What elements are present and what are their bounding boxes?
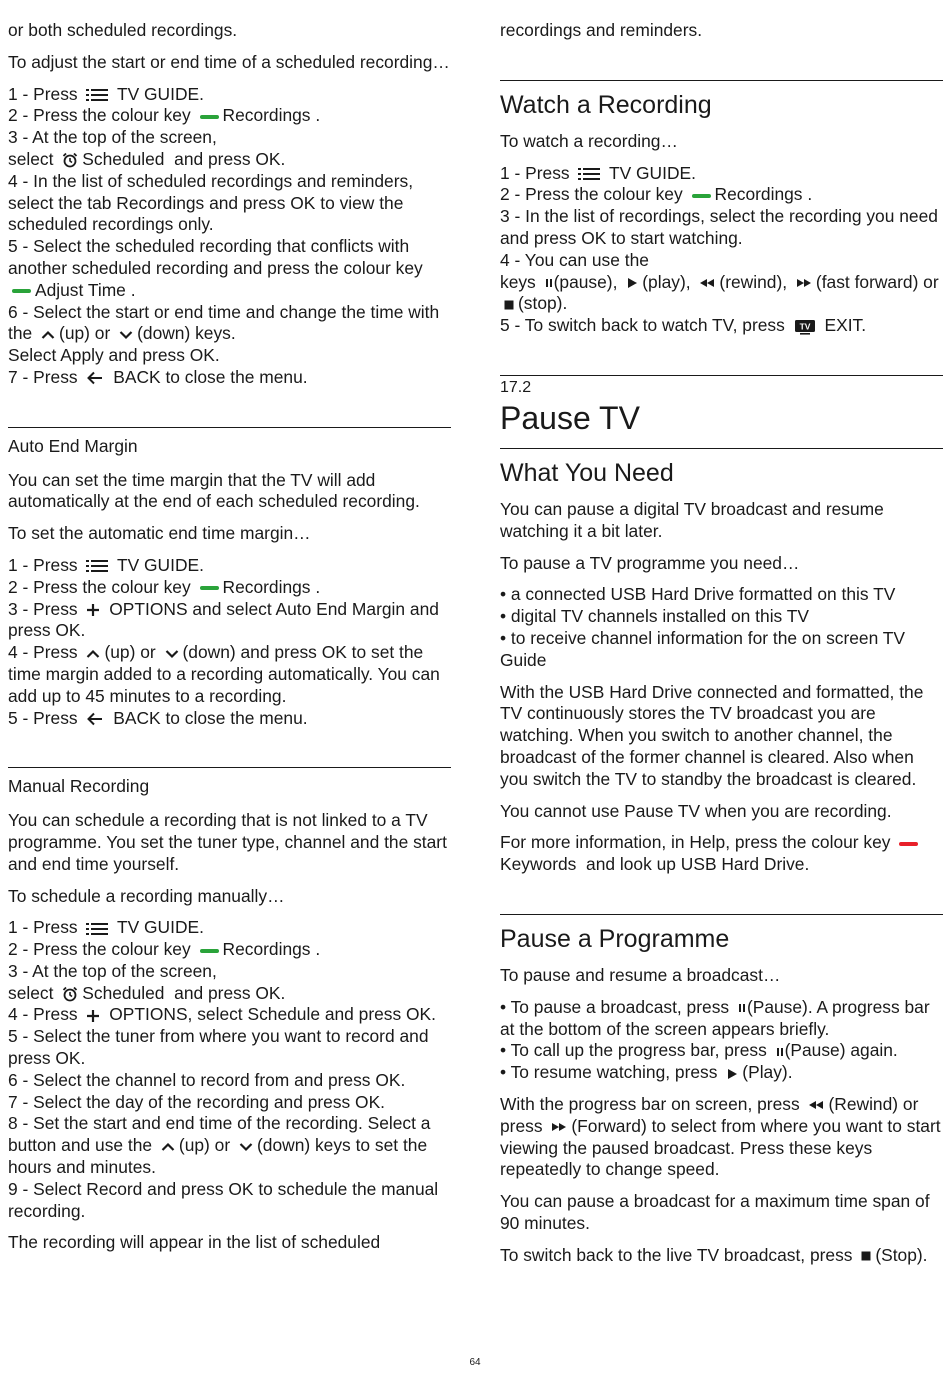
paragraph: To switch back to the live TV broadcast, press (Stop). [500, 1244, 928, 1265]
paragraph: You can schedule a recording that is not linked to a TV programme. You set the tuner type, channel and the start and end time yourself. [8, 810, 447, 874]
watch-steps [500, 163, 943, 337]
section-heading: Auto End Margin [8, 435, 138, 456]
list-item: • To pause a broadcast, press (Pause). A progress bar at the bottom of the screen appears briefly. [500, 996, 930, 1039]
adjust-intro: To adjust the start or end time of a scheduled recording… [8, 51, 450, 72]
green-key-icon [200, 949, 219, 953]
section-divider [500, 914, 943, 915]
step-6: 6 - Select the channel to record from and press OK. [8, 1069, 406, 1090]
chapter-number: 17.2 [500, 378, 532, 396]
guide-list-icon [86, 88, 108, 102]
paragraph: To pause a TV programme you need… [500, 552, 800, 573]
step-3b: select Scheduled and press OK. [8, 148, 286, 169]
pause-icon [738, 1003, 746, 1013]
step-3a: 3 - At the top of the screen, [8, 960, 217, 981]
plus-icon [86, 1009, 100, 1023]
pause-list [500, 997, 943, 1084]
page-number: 64 [469, 1357, 481, 1368]
paragraph: To set the automatic end time margin… [8, 523, 311, 544]
green-key-icon [200, 115, 219, 119]
step-4b: keys (pause), (play), (rewind), (fast forward) or (stop). [500, 271, 939, 314]
back-arrow-icon [86, 371, 104, 385]
green-key-icon [692, 194, 711, 198]
step-4: 4 - Press OPTIONS, select Schedule and press OK. [8, 1004, 436, 1025]
step-1: 1 - Press TV GUIDE. [8, 554, 204, 575]
play-icon [626, 277, 638, 289]
list-item: • To call up the progress bar, press (Pause) again. [500, 1040, 898, 1061]
guide-list-icon [86, 559, 108, 573]
plus-icon [86, 603, 100, 617]
step-2: 2 - Press the colour key Recordings . [8, 576, 321, 597]
step-3a: 3 - At the top of the screen, [8, 127, 217, 148]
section-title: Watch a Recording [500, 90, 712, 119]
step-1: 1 - Press TV GUIDE. [8, 83, 204, 104]
continuation-text: or both scheduled recordings. [8, 20, 238, 40]
need-list [500, 584, 943, 671]
list-item: • digital TV channels installed on this TV [500, 606, 809, 627]
manual-steps [8, 917, 451, 1222]
paragraph: With the USB Hard Drive connected and formatted, the TV continuously stores the TV broadcast you are watching. When you switch to another channel, the broadcast of the former channel is cleared. Also when you switch the TV to standby the broadcast is cleared. [500, 681, 924, 789]
step-2: 2 - Press the colour key Recordings . [500, 184, 813, 205]
rewind-icon [808, 1100, 824, 1110]
step-3b: select Scheduled and press OK. [8, 982, 286, 1003]
green-key-icon [12, 289, 31, 293]
tv-key-icon [794, 319, 816, 335]
chevron-down-icon [239, 1142, 253, 1152]
red-key-icon [899, 842, 918, 846]
section-divider [8, 427, 451, 428]
paragraph: You cannot use Pause TV when you are recording. [500, 800, 892, 821]
list-item: • to receive channel information for the on screen TV Guide [500, 627, 906, 670]
section-divider [500, 448, 943, 449]
chevron-down-icon [119, 330, 133, 340]
section-title: What You Need [500, 458, 674, 487]
pause-icon [545, 278, 553, 288]
step-7: 7 - Press BACK to close the menu. [8, 366, 308, 387]
paragraph: To watch a recording… [500, 130, 678, 151]
step-1: 1 - Press TV GUIDE. [500, 162, 696, 183]
step-1: 1 - Press TV GUIDE. [8, 917, 204, 938]
step-8: 8 - Set the start and end time of the recording. Select a button and use the (up) or (down) keys to set the hours and minutes. [8, 1113, 431, 1178]
section-heading: Manual Recording [8, 776, 150, 797]
step-4: 4 - Press (up) or (down) and press OK to set the time margin added to a recording automatically. You can add up to 45 minutes to a recording. [8, 642, 440, 706]
play-icon [726, 1068, 738, 1080]
paragraph: You can set the time margin that the TV will add automatically at the end of each scheduled recording. [8, 469, 420, 512]
step-5: 5 - To switch back to watch TV, press TV EXIT. [500, 315, 867, 336]
rewind-icon [699, 278, 715, 288]
chapter-title: Pause TV [500, 399, 640, 436]
section-divider [500, 80, 943, 81]
paragraph: To schedule a recording manually… [8, 885, 285, 906]
step-2: 2 - Press the colour key Recordings . [8, 939, 321, 960]
alarm-clock-icon [62, 152, 78, 168]
green-key-icon [200, 586, 219, 590]
continuation-text: recordings and reminders. [500, 20, 703, 40]
paragraph: For more information, in Help, press the colour key Keywords and look up USB Hard Drive. [500, 832, 943, 876]
left-column [8, 20, 451, 1264]
step-3: 3 - Press OPTIONS and select Auto End Margin and press OK. [8, 598, 439, 641]
pause-icon [776, 1047, 784, 1057]
step-5: 5 - Press BACK to close the menu. [8, 707, 308, 728]
guide-list-icon [86, 922, 108, 936]
adjust-steps [8, 84, 451, 389]
step-4: 4 - In the list of scheduled recordings and reminders, select the tab Recordings and press OK to view the scheduled recordings only. [8, 170, 414, 235]
svg-text:TV: TV [799, 321, 811, 332]
step-4a: 4 - You can use the [500, 249, 649, 270]
auto-end-steps [8, 555, 451, 729]
fast-forward-icon [551, 1122, 567, 1132]
list-item: • a connected USB Hard Drive formatted on this TV [500, 584, 896, 605]
step-5: 5 - Select the scheduled recording that conflicts with another scheduled recording and press the colour key Adjust Time . [8, 236, 423, 300]
step-2: 2 - Press the colour key Recordings . [8, 105, 321, 126]
chevron-up-icon [86, 649, 100, 659]
list-item: • To resume watching, press (Play). [500, 1062, 793, 1083]
step-9: 9 - Select Record and press OK to schedule the manual recording. [8, 1178, 439, 1221]
section-divider [8, 767, 451, 768]
stop-icon [861, 1251, 871, 1261]
paragraph: You can pause a digital TV broadcast and resume watching it a bit later. [500, 498, 884, 541]
right-column [500, 20, 943, 1276]
chapter-divider [500, 375, 943, 376]
stop-icon [504, 300, 514, 310]
chevron-down-icon [165, 649, 179, 659]
paragraph: To pause and resume a broadcast… [500, 964, 781, 985]
paragraph: With the progress bar on screen, press (Rewind) or press (Forward) to select from where you want to start viewing the paused broadcast. Press these keys repeatedly to change speed. [500, 1093, 941, 1180]
fast-forward-icon [796, 278, 812, 288]
section-title: Pause a Programme [500, 924, 730, 953]
chevron-up-icon [161, 1142, 175, 1152]
step-5: 5 - Select the tuner from where you want to record and press OK. [8, 1026, 429, 1069]
paragraph: The recording will appear in the list of scheduled [8, 1232, 381, 1253]
step-7: 7 - Select the day of the recording and press OK. [8, 1091, 386, 1112]
guide-list-icon [578, 167, 600, 181]
chevron-up-icon [41, 330, 55, 340]
alarm-clock-icon [62, 986, 78, 1002]
step-6: 6 - Select the start or end time and change the time with the (up) or (down) keys. [8, 301, 440, 344]
step-3: 3 - In the list of recordings, select the recording you need and press OK to start watching. [500, 206, 938, 248]
step-6b: Select Apply and press OK. [8, 345, 220, 366]
paragraph: You can pause a broadcast for a maximum time span of 90 minutes. [500, 1191, 930, 1233]
back-arrow-icon [86, 712, 104, 726]
